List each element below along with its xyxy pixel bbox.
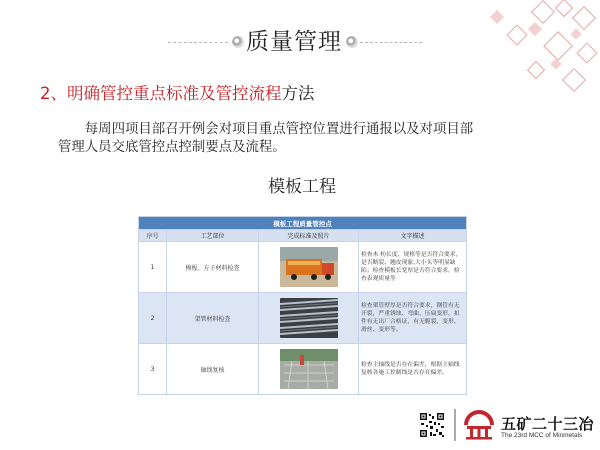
row-photo-cell (259, 242, 359, 293)
subheading-prefix: 2、 (40, 84, 67, 103)
footer-divider (454, 409, 456, 441)
row-part: 架管材料检查 (167, 293, 259, 344)
table-header-row (139, 230, 467, 242)
section-title: 模板工程 (268, 177, 336, 197)
row-number: 2 (139, 293, 167, 344)
table-header-part: 工艺部位 (167, 230, 259, 242)
row-part: 模板、方子材料检查 (167, 242, 259, 293)
subheading (40, 80, 315, 104)
table-header-standard: 完成标准及照片 (259, 230, 359, 242)
quality-control-table (138, 216, 467, 395)
site-layout-photo (280, 349, 338, 389)
row-part: 轴线复核 (167, 344, 259, 395)
row-photo-cell (259, 344, 359, 395)
row-number: 3 (139, 344, 167, 395)
company-name-cn: 五矿二十三冶 (501, 415, 595, 433)
timber-truck-photo (280, 247, 338, 287)
subheading-suffix: 方法 (281, 84, 315, 103)
decorative-squares (430, 0, 600, 95)
row-description: 检查主轴线是否存在偏差，根据主轴线复核各施工控制线是否存在偏差。 (359, 344, 467, 395)
header-ornament-left (232, 36, 244, 48)
row-number: 1 (139, 242, 167, 293)
steel-pipes-photo (280, 298, 338, 338)
table-header-description: 文字描述 (359, 230, 467, 242)
company-name-en: The 23rd MCC of Minmetals (501, 432, 583, 439)
table-row (139, 293, 467, 344)
row-description: 检查木 枋长度、规格等是否符合要求，是否断裂、翘皮现象,大小头等明显缺陷；检查模板长宽厚是否符合要求，检查表观质量等 (359, 242, 467, 293)
table-caption-row (139, 217, 467, 230)
company-logo-icon (462, 408, 496, 440)
page-title: 质量管理 (246, 29, 342, 55)
qr-code-icon (419, 412, 445, 438)
body-paragraph: 每周四项目部召开例会对项目重点管控位置进行通报以及对项目部管理人员交底管控点控制要点及流程。 (58, 122, 474, 155)
subheading-highlight: 明确管控重点标准及管控流程 (67, 84, 282, 103)
table-row (139, 344, 467, 395)
header-divider-right (360, 42, 422, 43)
table-caption: 模板工程质量管控点 (139, 217, 467, 230)
row-description: 检查架管壁厚是否符合要求，钢管有无开裂，严重锈蚀、弯曲、压扁变形，扣件有无出厂合格证，有无脆裂、变形、滑丝、变形等。 (359, 293, 467, 344)
row-photo-cell (259, 293, 359, 344)
header-ornament-right (346, 36, 358, 48)
table-row (139, 242, 467, 293)
header-divider-left (168, 42, 228, 43)
table-header-no: 序号 (139, 230, 167, 242)
